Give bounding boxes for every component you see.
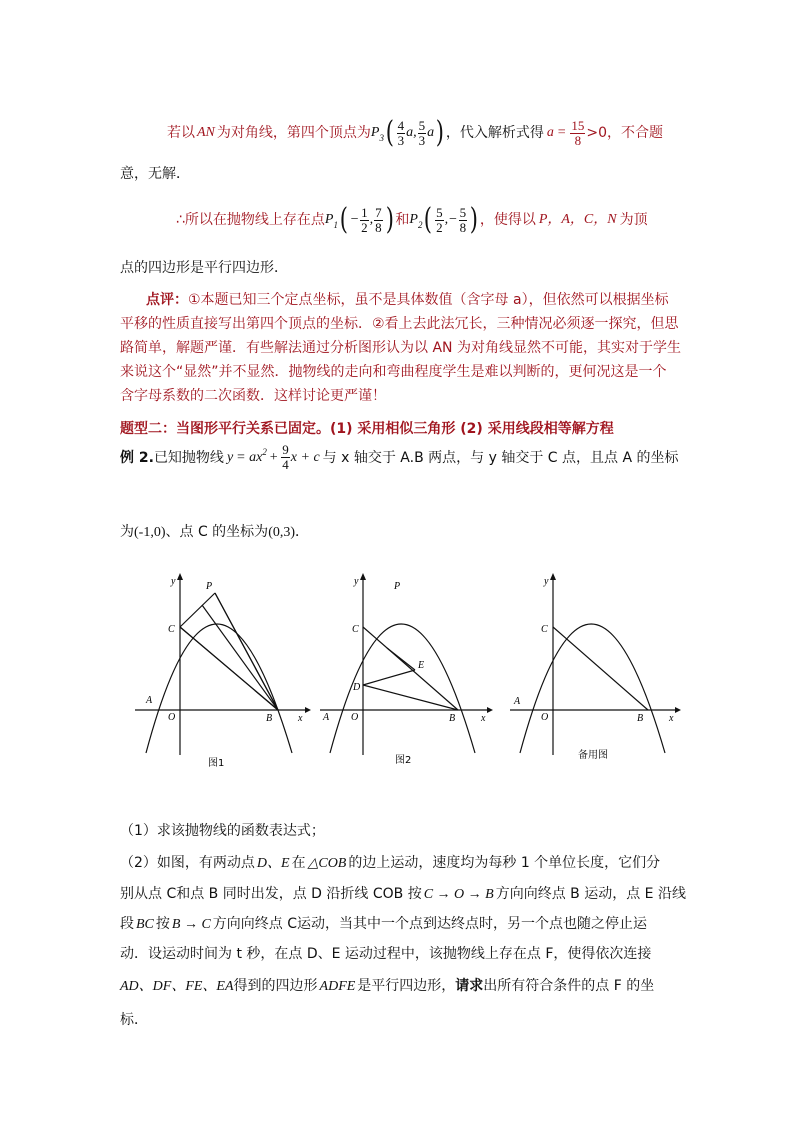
question-2-line-6: 标．	[120, 1012, 148, 1028]
question-1: （1）求该抛物线的函数表达式；	[120, 823, 325, 839]
example-text-1: 已知抛物线	[153, 449, 224, 466]
fig2-a-label: A	[323, 712, 330, 723]
fig1-x-label: x	[298, 713, 303, 724]
fig1-a-label: A	[146, 695, 153, 706]
p2-suffix: ，使得以	[479, 212, 536, 228]
fig2-x-label: x	[481, 713, 486, 724]
fig3-o-label: O	[541, 712, 549, 723]
fig3-a-label: A	[514, 696, 521, 707]
q2-de: D、E	[256, 856, 290, 871]
p3-y-var: a	[427, 125, 435, 140]
p2-symbol: $P_2$	[409, 212, 423, 230]
fig1-b-label: B	[266, 713, 273, 724]
p2-suffix2: 为顶	[619, 212, 648, 228]
p1-an: AN	[197, 125, 215, 140]
fig2-p-label: P	[394, 581, 401, 592]
eq-ax: = ax	[236, 449, 263, 465]
a-value-frac: $\frac{15}{8}$	[571, 117, 585, 148]
fig1-c-label: C	[168, 624, 175, 635]
fig3-y-label: y	[544, 576, 549, 587]
p1-eq: =	[556, 125, 567, 140]
p1-a-var: a	[546, 125, 554, 140]
p2-prefix: ∴所以在抛物线上存在点	[176, 212, 325, 228]
p3-y-frac: $\frac{5}{3}$	[418, 117, 426, 148]
figure-2	[315, 570, 500, 770]
fig3-x-label: x	[669, 713, 674, 724]
point-a-coord: (-1,0)	[134, 525, 166, 540]
fig2-e-label: E	[418, 660, 425, 671]
q2-triangle: △COB	[307, 856, 347, 871]
p1-mid: 为对角线，第四个顶点为	[216, 125, 371, 141]
p1-symbol: $P_1$	[324, 212, 338, 230]
fig2-d-label: D	[353, 682, 361, 693]
fig1-o-label: O	[168, 712, 176, 723]
p2-points: P，A，C，N	[538, 212, 617, 227]
p1-y-frac: $\frac{7}{8}$	[375, 204, 382, 235]
section-heading: 题型二：当图形平行关系已固定。(1) 采用相似三角形 (2) 采用线段相等解方程	[120, 421, 614, 437]
q2-path-1: C → O → B	[423, 887, 494, 902]
comment-line-2: 平移的性质直接写出第四个顶点的坐标．②看上去此法冗长，三种情况必须逐一探究，但思	[120, 316, 679, 332]
p1-prefix: 若以	[167, 125, 195, 141]
fig3-b-label: B	[637, 713, 644, 724]
para-1-line-2: 意，无解．	[120, 166, 190, 182]
p1-x-frac: $\frac{1}{2}$	[361, 204, 368, 235]
example-line-2: 为(-1,0)、点 C 的坐标为(0,3)．	[120, 524, 310, 540]
example-text-2: 与 x 轴交于 A.B 两点，与 y 轴交于 C 点，且点 A 的坐标	[322, 449, 679, 466]
question-2-line-4: 动．设运动时间为 t 秒，在点 D、E 运动过程中，该抛物线上存在点 F，使得依次连接	[120, 946, 652, 962]
fig1-caption: 图1	[208, 758, 225, 769]
para-2-line-1: ∴所以在抛物线上存在点 $P_1$ ( − $\frac{1}{2}$ , $\frac{7}{8}$ ) 和 $P_2$ ( $\frac{5}{2}$ ,− $\frac{5}{8}$ ) ，使得以 P，A，C，N 为顶	[176, 202, 648, 237]
comment-line-4: 来说这个“显然”并不显然．抛物线的走向和弯曲程度学生是难以判断的，更何况这是一个	[120, 364, 667, 380]
point-c-coord: (0,3)	[268, 525, 296, 540]
p3-x-var: a	[406, 125, 414, 140]
fig2-c-label: C	[352, 624, 359, 635]
question-2-line-2: 别从点 C和点 B 同时出发，点 D 沿折线 COB 按 C → O → B 方向向终点 B 运动，点 E 沿线	[120, 886, 686, 902]
fig2-caption: 图2	[395, 755, 412, 766]
fig2-o-label: O	[351, 712, 359, 723]
p3-x-frac: $\frac{4}{3}$	[397, 117, 405, 148]
comment-text-1: ①本题已知三个定点坐标，虽不是具体数值（含字母 a），但依然可以根据坐标	[188, 292, 669, 308]
p2-and: 和	[395, 212, 410, 228]
para-1-line-1: 若以 AN 为对角线，第四个顶点为 $P_3$ ( $\frac{4}{3}$ a , $\frac{5}{3}$ a ) ，代入解析式得 a = $\frac{15}{8}$ >0，不合题	[167, 115, 663, 150]
p1-mid2: ，代入解析式得	[445, 125, 544, 141]
q2-path-2: B → C	[171, 917, 211, 932]
p2-x-frac: $\frac{5}{2}$	[436, 204, 443, 235]
eq-xc: x + c	[290, 449, 320, 465]
figure-1	[130, 570, 315, 770]
comment-line-3: 路简单，解题严谨．有些解法通过分析图形认为以 AN 为对角线显然不可能，其实对于学生	[120, 340, 681, 356]
question-2-line-5: AD、DF、FE、EA得到的四边形 ADFE 是平行四边形，请求出所有符合条件的点 F 的坐	[120, 978, 655, 994]
q2-segments: AD、DF、FE、EA	[120, 979, 234, 994]
comment-label: 点评：	[146, 292, 188, 308]
figure-3	[500, 570, 685, 770]
para-2-line-2: 点的四边形是平行四边形．	[120, 260, 288, 276]
example-line-1: 例 2. 已知抛物线 y = ax 2 + $\frac{9}{4}$ x + c 与 x 轴交于 A.B 两点，与 y 轴交于 C 点，且点 A 的坐标	[120, 442, 679, 472]
eq-y: y	[226, 449, 234, 465]
fig1-y-label: y	[171, 576, 176, 587]
fig2-b-label: B	[449, 713, 456, 724]
q2-bc: BC	[136, 917, 154, 932]
question-2-line-3: 段 BC 按 B → C 方向向终点 C运动，当其中一个点到达终点时，另一个点也随之停止运	[120, 916, 648, 932]
comment-line-1	[146, 290, 669, 310]
eq-b-frac: $\frac{9}{4}$	[282, 442, 289, 472]
fig2-y-label: y	[354, 576, 359, 587]
p3-symbol: $P_3$	[370, 125, 384, 143]
p2-y-frac: $\frac{5}{8}$	[459, 204, 467, 235]
comment-line-5: 含字母系数的二次函数．这样讨论更严谨！	[120, 388, 386, 404]
q2-adfe: ADFE	[319, 979, 356, 994]
fig1-p-label: P	[206, 581, 213, 592]
fig3-caption: 备用图	[578, 750, 608, 761]
fig3-c-label: C	[541, 624, 548, 635]
question-2-line-1: （2）如图，有两动点 D、E 在 △COB 的边上运动，速度均为每秒 1 个单位长度，它们分	[120, 855, 661, 871]
p1-gt: >0，不合题	[586, 125, 663, 141]
example-label: 例 2.	[120, 449, 154, 466]
